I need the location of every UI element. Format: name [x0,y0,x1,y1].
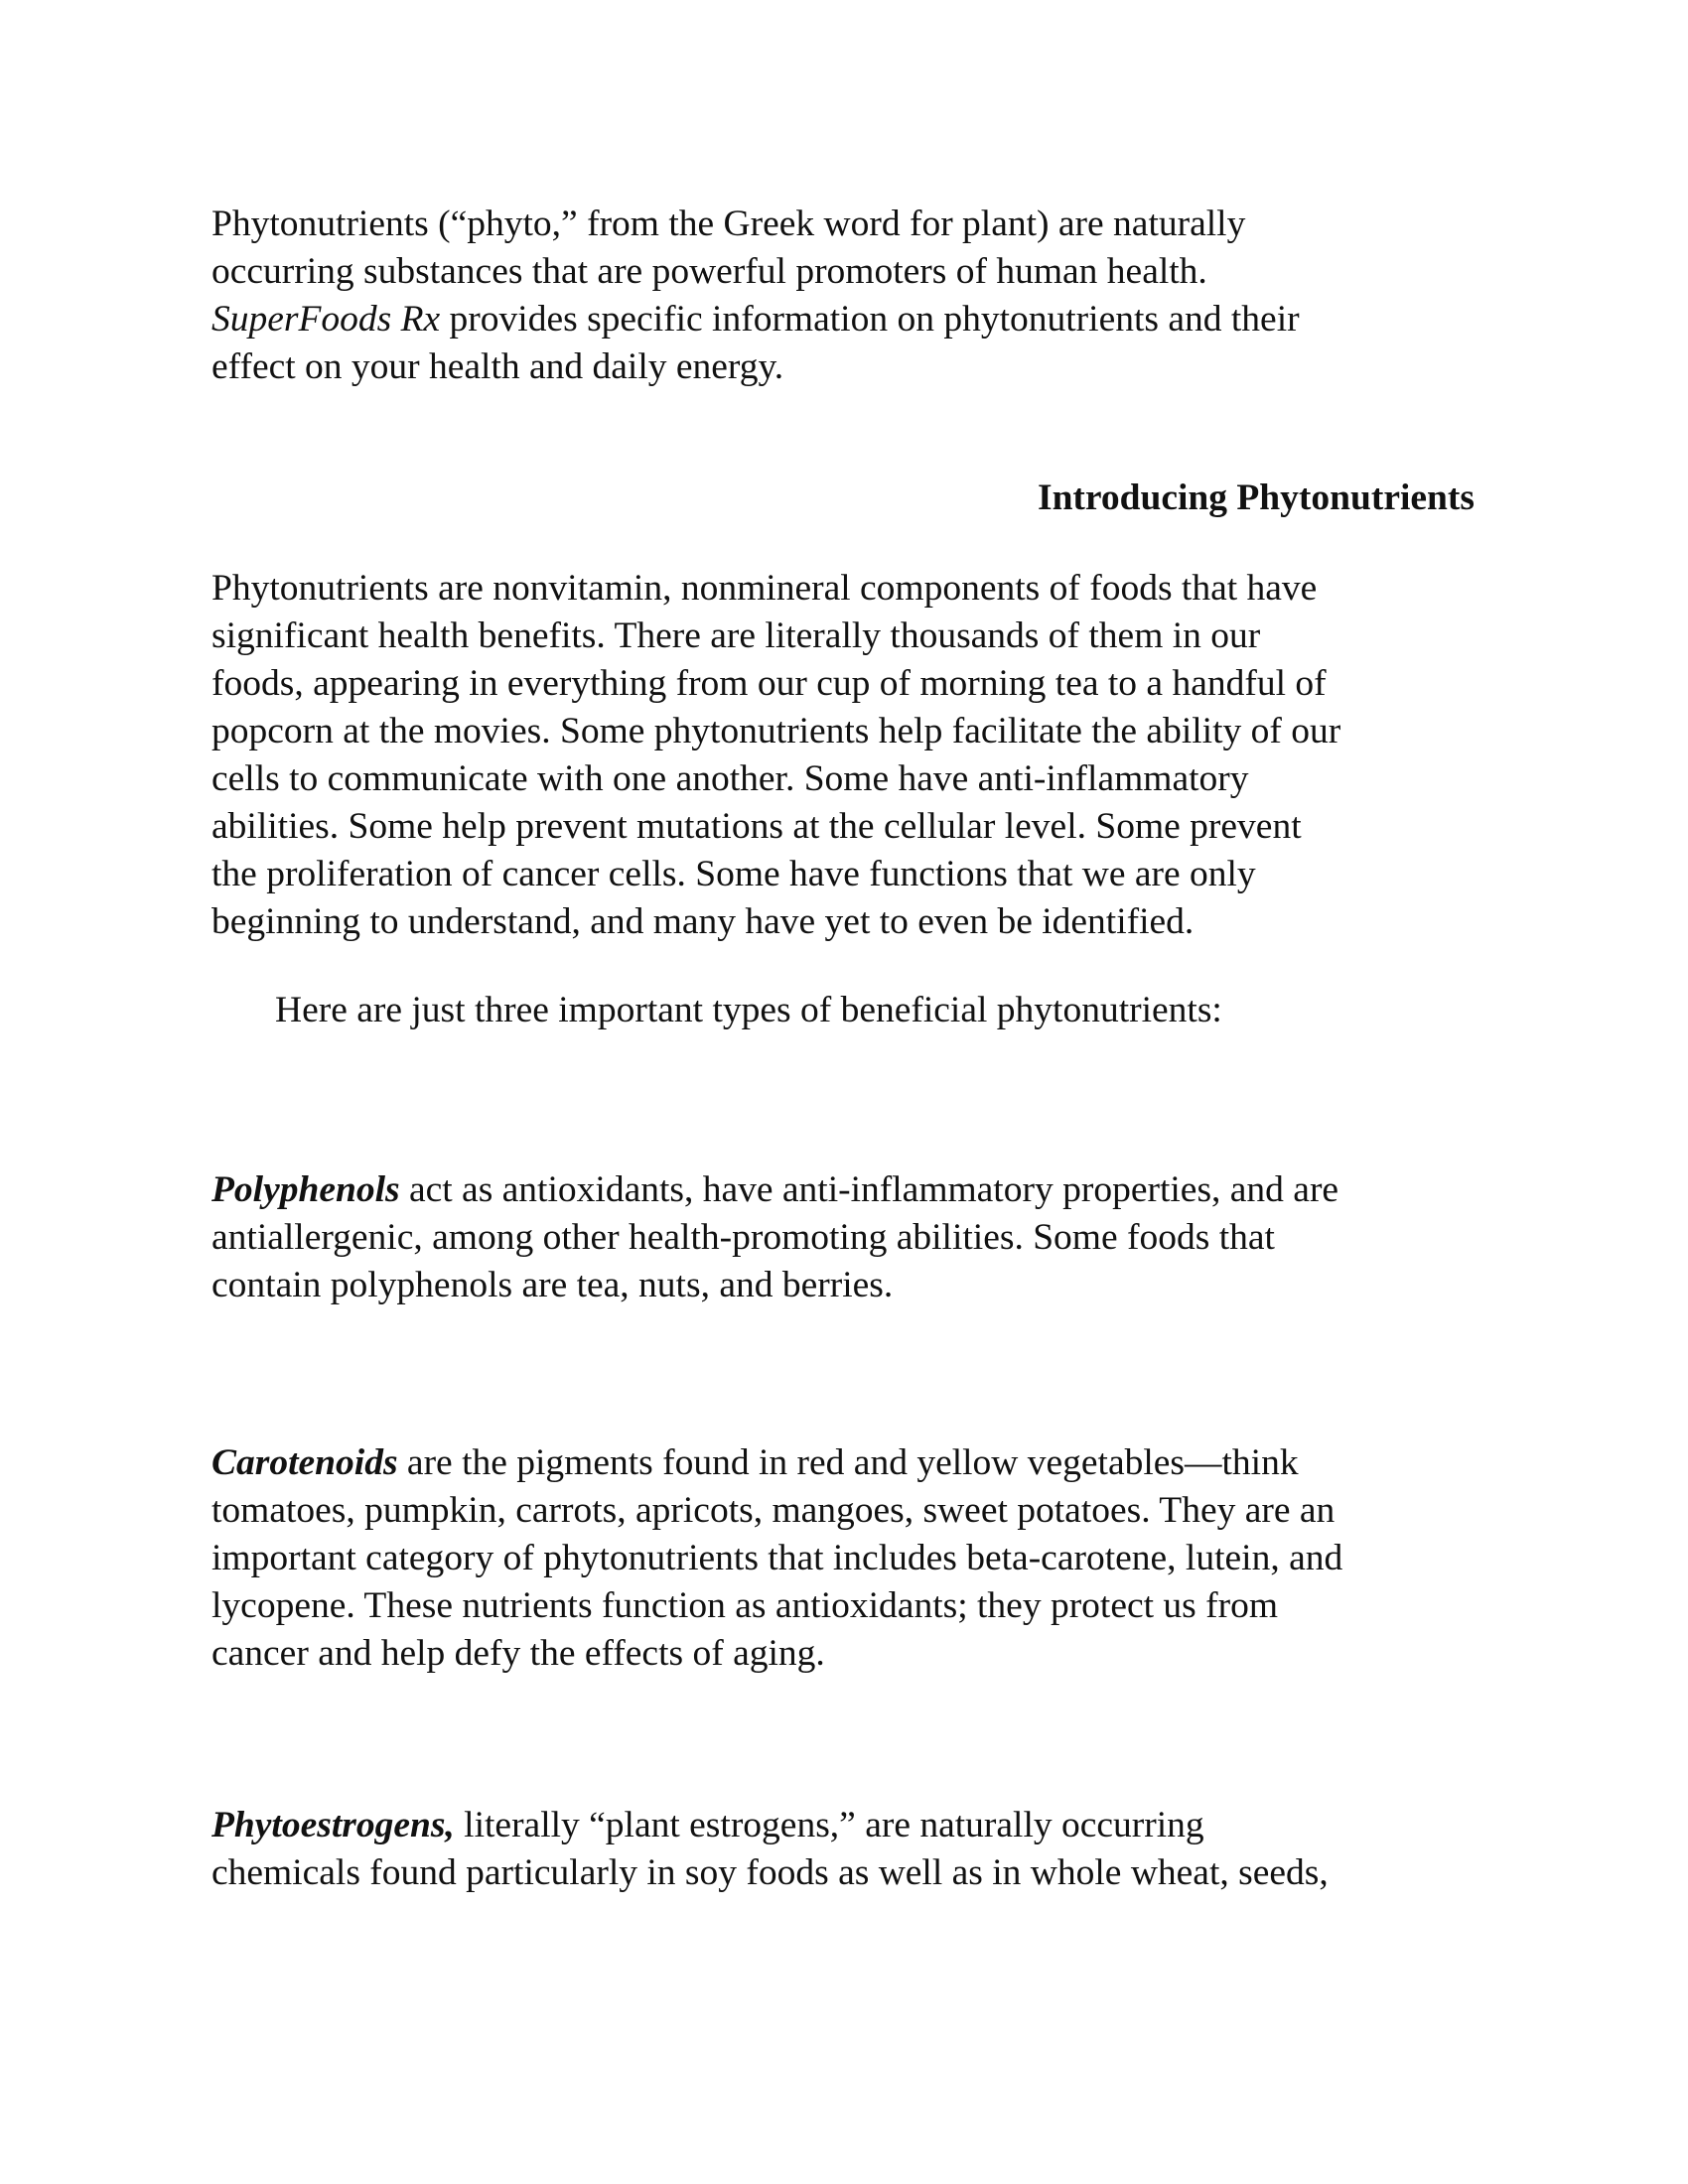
intro-line: effect on your health and daily energy. [211,346,784,387]
polyphenols-term: Polyphenols [211,1169,400,1210]
phytoestrogens-term: Phytoestrogens, [211,1805,455,1845]
body-line: significant health benefits. There are literally thousands of them in our [211,615,1261,656]
intro-line: occurring substances that are powerful promoters of human health. [211,251,1207,292]
carotenoids-line: tomatoes, pumpkin, carrots, apricots, mangoes, sweet potatoes. They are an [211,1490,1336,1531]
body-line: abilities. Some help prevent mutations at the cellular level. Some prevent [211,806,1302,847]
phytoestrogens-paragraph [211,1802,1482,1897]
carotenoids-line: important category of phytonutrients that includes beta-carotene, lutein, and [211,1538,1343,1578]
intro-line [211,296,1482,343]
carotenoids-line: cancer and help defy the effects of aging. [211,1633,825,1674]
polyphenols-line [211,1166,1482,1214]
carotenoids-term: Carotenoids [211,1442,398,1483]
section-heading: Introducing Phytonutrients [1037,478,1475,518]
intro-line-rest: provides specific information on phytonutrients and their [440,299,1300,340]
phytoestrogens-line [211,1802,1482,1849]
carotenoids-line-rest: are the pigments found in red and yellow vegetables—think [397,1442,1299,1483]
phytoestrogens-line: chemicals found particularly in soy foods as well as in whole wheat, seeds, [211,1852,1329,1893]
intro-paragraph [211,201,1482,391]
book-title: SuperFoods Rx [211,299,441,340]
body-line: cells to communicate with one another. Some have anti-inflammatory [211,758,1249,799]
polyphenols-line: antiallergenic, among other health-promoting abilities. Some foods that [211,1217,1275,1258]
phytoestrogens-line-rest: literally “plant estrogens,” are naturally occurring [454,1805,1204,1845]
lead-in-line: Here are just three important types of beneficial phytonutrients: [275,990,1222,1030]
body-paragraph [211,565,1482,946]
carotenoids-line [211,1439,1482,1487]
polyphenols-paragraph [211,1166,1482,1309]
polyphenols-line-rest: act as antioxidants, have anti-inflammatory properties, and are [399,1169,1339,1210]
body-line: popcorn at the movies. Some phytonutrients help facilitate the ability of our [211,711,1341,751]
body-line: Phytonutrients are nonvitamin, nonmineral components of foods that have [211,568,1318,609]
carotenoids-line: lycopene. These nutrients function as antioxidants; they protect us from [211,1585,1279,1626]
body-line: the proliferation of cancer cells. Some have functions that we are only [211,854,1256,894]
body-line: beginning to understand, and many have yet to even be identified. [211,901,1195,942]
polyphenols-line: contain polyphenols are tea, nuts, and berries. [211,1265,894,1305]
body-line: foods, appearing in everything from our cup of morning tea to a handful of [211,663,1327,704]
intro-line: Phytonutrients (“phyto,” from the Greek word for plant) are naturally [211,204,1246,244]
carotenoids-paragraph [211,1439,1482,1678]
